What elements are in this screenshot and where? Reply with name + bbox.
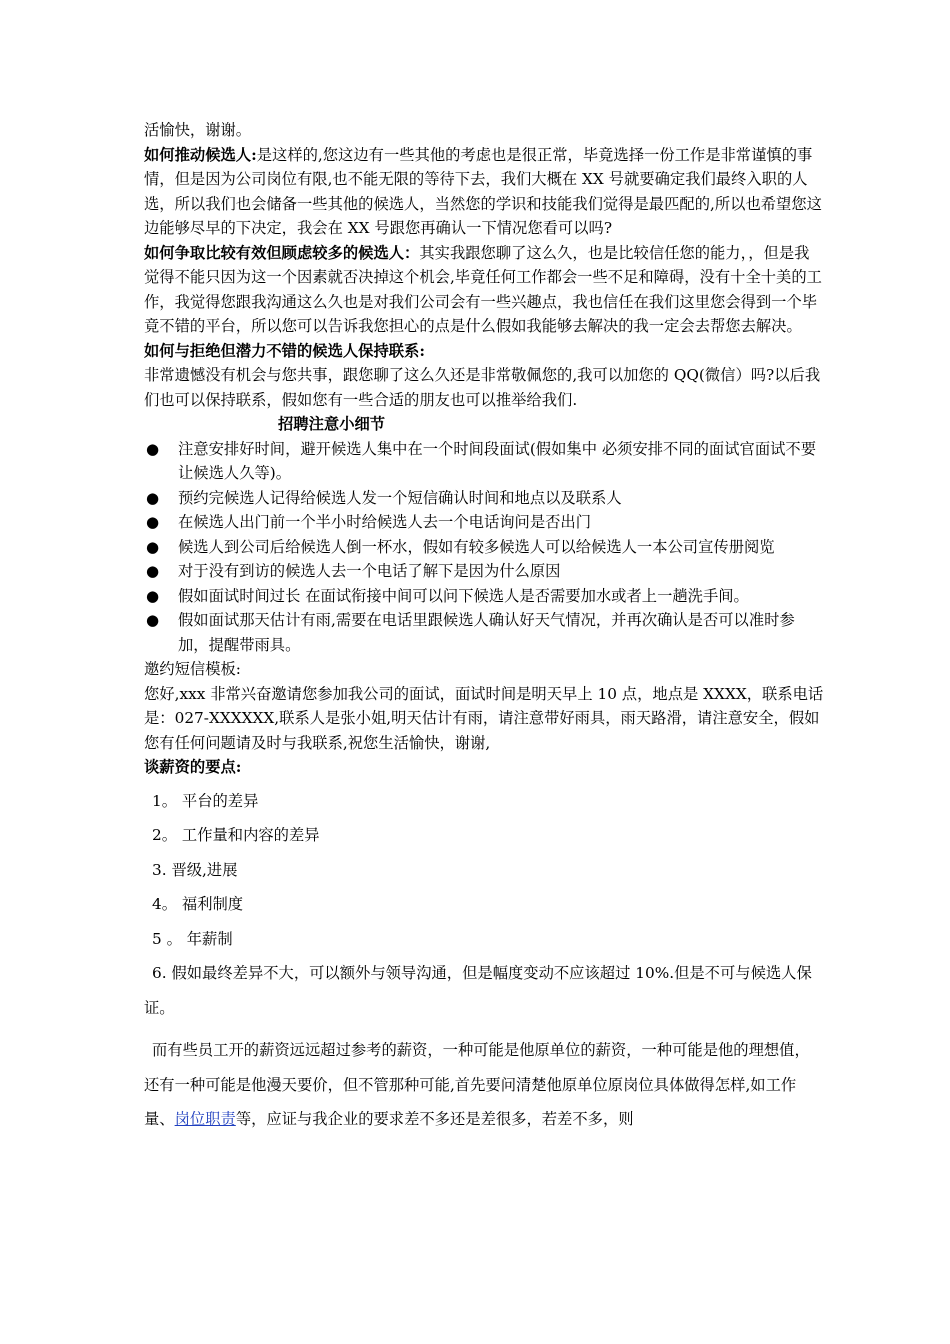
sms-template-label: 邀约短信模板:: [144, 660, 241, 678]
bullet-icon: ●: [146, 439, 160, 458]
job-duties-link[interactable]: 岗位职责: [174, 1110, 236, 1128]
list-item-text: 预约完候选人记得给候选人发一个短信确认时间和地点以及联系人: [178, 488, 622, 507]
salary-point: 2。 工作量和内容的差异: [152, 826, 320, 844]
salary-paragraph: [144, 1033, 824, 1137]
spacer: [144, 1025, 824, 1033]
list-item-text: 候选人到公司后给候选人倒一杯水，假如有较多候选人可以给候选人一本公司宣传册阅览: [178, 537, 775, 556]
list-item: [144, 437, 824, 486]
list-item-text: 对于没有到访的候选人去一个电话了解下是因为什么原因: [178, 562, 561, 580]
salary-paragraph-tail: 等，应证与我企业的要求差不多还是差很多，若差不多，则: [235, 1110, 634, 1128]
text-keep-contact: 非常遗憾没有机会与您共事，跟您聊了这么久还是非常敬佩您的,我可以加您的 QQ(微信）吗?以后我们也可以保持联系，假如您有一些合适的朋友也可以推举给我们.: [144, 366, 821, 409]
list-item: [144, 559, 824, 584]
text-push-candidate: 是这样的,您这边有一些其他的考虑也是很正常，毕竟选择一份工作是非常谨慎的事情，但是因为公司岗位有限,也不能无限的等待下去，我们大概在 XX 号就要确定我们最终入职的人选，所以我们也会储备一些其他的候选人，当然您的学识和技能我们觉得是最匹配的,所以也希望您这边能够尽早的下决定，我会在 XX 号跟您再确认一下情况您看可以吗?: [144, 145, 822, 237]
bullet-icon: ●: [146, 586, 160, 605]
heading-push-candidate: 如何推动候选人:: [144, 145, 257, 164]
tips-title: 招聘注意小细节: [278, 415, 386, 433]
paragraph-push-candidate: [144, 143, 824, 241]
bullet-icon: ●: [146, 611, 160, 629]
list-item-text: 假如面试那天估计有雨,需要在电话里跟候选人确认好天气情况，并再次确认是否可以准时参加，提醒带雨具。: [178, 611, 795, 654]
paragraph-continuation: 活愉快，谢谢。: [144, 121, 252, 139]
list-item-text: 注意安排好时间，避开候选人集中在一个时间段面试(假如集中 必须安排不同的面试官面试不要让候选人久等)。: [178, 439, 817, 482]
list-item: [144, 510, 824, 535]
bullet-icon: ●: [146, 488, 160, 507]
tips-list: [144, 437, 824, 658]
salary-point: 4。 福利制度: [152, 895, 244, 913]
list-item-text: 假如面试时间过长 在面试衔接中间可以问下候选人是否需要加水或者上一趟洗手间。: [178, 586, 749, 605]
document-page: [144, 118, 824, 1137]
salary-point: 1。 平台的差异: [152, 791, 259, 810]
bullet-icon: ●: [146, 513, 160, 531]
salary-heading: 谈薪资的要点:: [144, 758, 242, 776]
bullet-icon: ●: [146, 537, 160, 556]
heading-hesitant-candidate: 如何争取比较有效但顾虑较多的候选人：: [144, 243, 420, 262]
list-item-text: 在候选人出门前一个半小时给候选人去一个电话询问是否出门: [178, 513, 592, 531]
list-item: [144, 486, 824, 511]
list-item: [144, 535, 824, 560]
text-hesitant-candidate: 其实我跟您聊了这么久，也是比较信任您的能力，，但是我觉得不能只因为这一个因素就否决掉这个机会,毕竟任何工作都会一些不足和障碍，没有十全十美的工作，我觉得您跟我沟通这么久也是对我们公司会有一些兴趣点，我也信任在我们这里您会得到一个毕竟不错的平台，所以您可以告诉我您担心的点是什么假如我能够去解决的我一定会去帮您去解决。: [144, 243, 822, 335]
salary-point: 5 。 年薪制: [152, 929, 233, 948]
list-item: [144, 608, 824, 657]
sms-template-text: 您好,xxx 非常兴奋邀请您参加我公司的面试，面试时间是明天早上 10 点，地点是 XXXX，联系电话是：027-XXXXXX,联系人是张小姐,明天估计有雨，请注意带好雨具，雨天路滑，请注意安全，假如您有任何问题请及时与我联系,祝您生活愉快，谢谢,: [144, 684, 824, 752]
list-item: [144, 584, 824, 609]
heading-keep-contact: 如何与拒绝但潜力不错的候选人保持联系:: [144, 341, 425, 360]
salary-paragraph-text: 而有些员工开的薪资远远超过参考的薪资，一种可能是他原单位的薪资，一种可能是他的理想值，还有一种可能是他漫天要价，但不管那种可能,首先要问清楚他原单位原岗位具体做得怎样,如工作量、: [144, 1041, 810, 1128]
paragraph-hesitant-candidate: [144, 241, 824, 339]
salary-point: 3. 晋级,进展: [152, 860, 238, 879]
bullet-icon: ●: [146, 562, 160, 580]
salary-point-6: 6. 假如最终差异不大，可以额外与领导沟通，但是幅度变动不应该超过 10%.但是不可与候选人保证。: [144, 964, 812, 1017]
